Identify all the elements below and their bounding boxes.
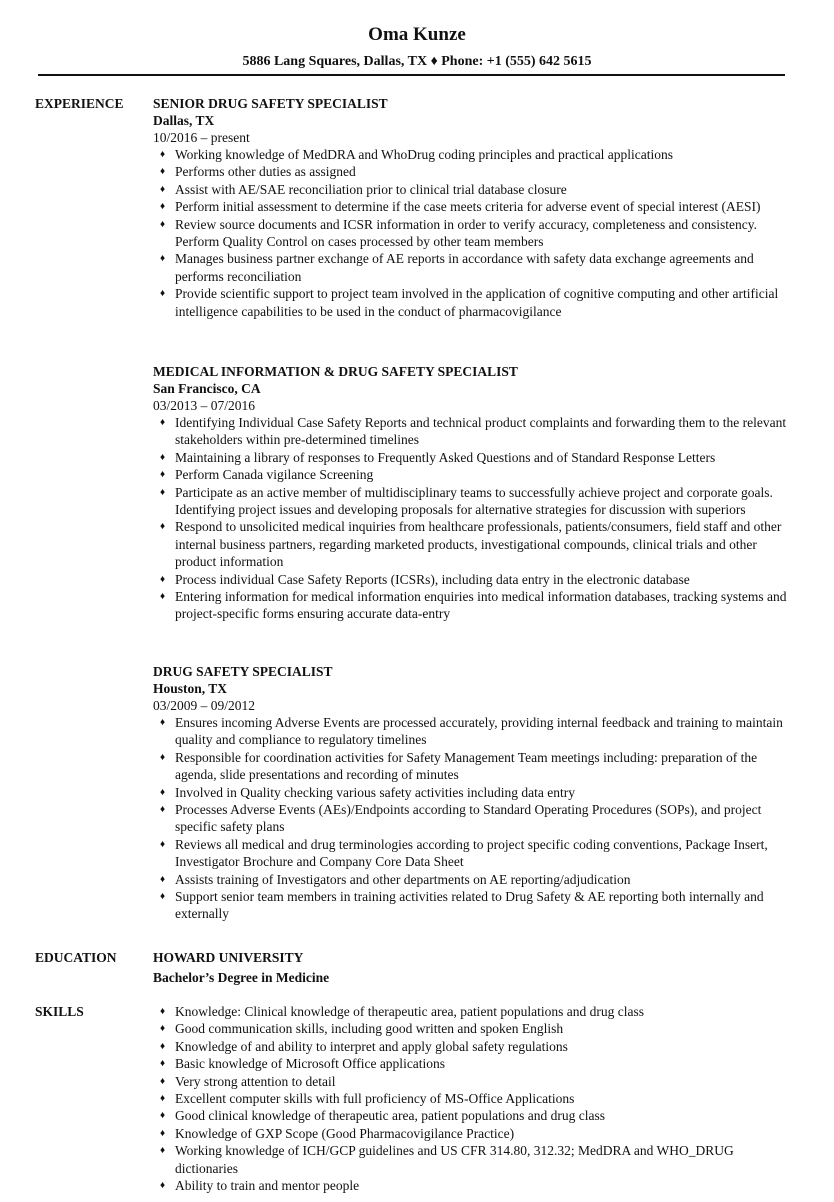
degree: Bachelor’s Degree in Medicine (153, 970, 330, 985)
job-dates: 03/2013 – 07/2016 (153, 398, 256, 413)
job-dates: 10/2016 – present (153, 130, 250, 145)
section-label-experience: EXPERIENCE (35, 96, 124, 111)
list-item: ♦ Ensures incoming Adverse Events are processed accurately, providing internal feedback and training to maintain quality and compliance to regulatory timelines (160, 715, 783, 748)
list-item: ♦ Perform initial assessment to determine if the case meets criteria for adverse event of special interest (AESI) (160, 199, 761, 215)
list-item: ♦ Excellent computer skills with full proficiency of MS-Office Applications (160, 1091, 575, 1107)
experience-body (153, 363, 793, 623)
list-item: ♦ Manages business partner exchange of AE reports in accordance with safety data exchange agreements and performs reconciliation (160, 251, 754, 284)
job-entry (153, 663, 793, 923)
job-location: Dallas, TX (153, 113, 215, 128)
list-item: ♦ Responsible for coordination activities for Safety Management Team meetings including: preparation of the agenda, slide presentations and recording of minutes (160, 749, 758, 783)
school-name: HOWARD UNIVERSITY (153, 950, 304, 965)
bullet-icon: ♦ (160, 786, 166, 798)
job-entry (153, 95, 793, 320)
list-item: ♦ Identifying Individual Case Safety Reports and technical product complaints and forwarding them to the relevant stakeholders within pre-determined timelines (160, 415, 787, 448)
job-title: MEDICAL INFORMATION & DRUG SAFETY SPECIALIST (153, 364, 518, 379)
bullet-icon: ♦ (160, 1093, 166, 1105)
list-item: ♦ Very strong attention to detail (160, 1073, 336, 1089)
bullet-icon: ♦ (160, 1075, 166, 1087)
bullet-icon: ♦ (160, 804, 166, 816)
list-item: ♦ Knowledge: Clinical knowledge of therapeutic area, patient populations and drug class (160, 1004, 644, 1019)
section-label-skills: SKILLS (35, 1004, 84, 1019)
list-item: ♦ Respond to unsolicited medical inquiries from healthcare professionals, patients/consumers, field staff and other internal business partners, regarding marketed products, investigational compounds, clinical trials and other product information (160, 519, 782, 570)
bullet-icon: ♦ (160, 751, 166, 763)
list-item: ♦ Good communication skills, including good written and spoken English (160, 1021, 564, 1037)
bullet-icon: ♦ (160, 201, 166, 213)
job-title: SENIOR DRUG SAFETY SPECIALIST (153, 96, 388, 111)
skills-body (153, 1003, 793, 1194)
bullet-icon: ♦ (160, 591, 166, 603)
bullet-icon: ♦ (160, 218, 166, 230)
bullet-icon: ♦ (160, 1023, 166, 1035)
list-item: ♦ Assists training of Investigators and other departments on AE reporting/adjudication (160, 871, 631, 887)
skills-list (153, 1003, 793, 1194)
candidate-name: Oma Kunze (368, 24, 466, 45)
list-item: ♦ Provide scientific support to project team involved in the application of cognitive computing and other artificial intelligence capabilities to be used in the conduct of pharmacovigilance (160, 286, 779, 319)
list-item: ♦ Knowledge of GXP Scope (Good Pharmacovigilance Practice) (160, 1125, 515, 1141)
list-item: ♦ Entering information for medical information enquiries into medical information databases, tracking systems and project-specific forms ensuring accurate data-entry (160, 589, 787, 622)
job-location: Houston, TX (153, 681, 228, 696)
list-item: ♦ Process individual Case Safety Reports (ICSRs), including data entry in the electronic database (160, 571, 690, 587)
bullet-icon: ♦ (160, 573, 166, 585)
job-entry (153, 363, 793, 623)
bullet-icon: ♦ (160, 717, 166, 728)
job-bullets (153, 714, 793, 923)
bullet-icon: ♦ (160, 183, 166, 195)
bullet-icon: ♦ (160, 873, 166, 885)
bullet-icon: ♦ (160, 469, 166, 481)
job-bullets (153, 414, 793, 623)
contact-line: 5886 Lang Squares, Dallas, TX ♦ Phone: +1 (555) 642 5615 (242, 54, 592, 69)
list-item: ♦ Review source documents and ICSR information in order to verify accuracy, completeness and consistency. Perform Quality Control on cases processed by other team members (160, 216, 757, 250)
list-item: ♦ Support senior team members in training activities related to Drug Safety & AE reporting both internally and externally (160, 889, 764, 922)
bullet-icon: ♦ (160, 1127, 166, 1139)
section-label-education: EDUCATION (35, 950, 117, 965)
list-item: ♦ Reviews all medical and drug terminologies according to project specific coding conventions, Package Insert, Investigator Brochure and Company Core Data Sheet (160, 836, 768, 870)
bullet-icon: ♦ (160, 1180, 166, 1192)
bullet-icon: ♦ (160, 1006, 166, 1017)
bullet-icon: ♦ (160, 451, 166, 463)
bullet-icon: ♦ (160, 1058, 166, 1070)
list-item: ♦ Assist with AE/SAE reconciliation prior to clinical trial database closure (160, 181, 567, 197)
job-title: DRUG SAFETY SPECIALIST (153, 664, 333, 679)
bullet-icon: ♦ (160, 288, 166, 300)
bullet-icon: ♦ (160, 149, 166, 160)
bullet-icon: ♦ (160, 1145, 166, 1157)
list-item: ♦ Working knowledge of MedDRA and WhoDrug coding principles and practical applications (160, 147, 674, 162)
bullet-icon: ♦ (160, 417, 166, 428)
list-item: ♦ Knowledge of and ability to interpret and apply global safety regulations (160, 1038, 568, 1054)
education-body (153, 949, 793, 986)
job-dates: 03/2009 – 09/2012 (153, 698, 256, 713)
bullet-icon: ♦ (160, 891, 166, 903)
list-item: ♦ Processes Adverse Events (AEs)/Endpoints according to Standard Operating Procedures (SOPs), and project specific safety plans (160, 802, 762, 835)
bullet-icon: ♦ (160, 838, 166, 850)
bullet-icon: ♦ (160, 486, 166, 498)
header-divider (38, 74, 785, 76)
list-item: ♦ Ability to train and mentor people (160, 1178, 360, 1194)
list-item: ♦ Perform Canada vigilance Screening (160, 467, 374, 483)
list-item: ♦ Involved in Quality checking various safety activities including data entry (160, 784, 576, 800)
bullet-icon: ♦ (160, 1110, 166, 1122)
list-item: ♦ Participate as an active member of multidisciplinary teams to successfully achieve project and corporate goals. Identifying project issues and developing proposals for alternative strategies for discussion with superiors (160, 484, 773, 518)
list-item: ♦ Working knowledge of ICH/GCP guidelines and US CFR 314.80, 312.32; MedDRA and WHO_DRUG dictionaries (160, 1143, 734, 1176)
bullet-icon: ♦ (160, 166, 166, 178)
experience-body (153, 95, 793, 320)
bullet-icon: ♦ (160, 253, 166, 265)
bullet-icon: ♦ (160, 521, 166, 533)
list-item: ♦ Good clinical knowledge of therapeutic area, patient populations and drug class (160, 1108, 605, 1124)
job-location: San Francisco, CA (153, 381, 261, 396)
list-item: ♦ Performs other duties as assigned (160, 164, 356, 180)
list-item: ♦ Basic knowledge of Microsoft Office applications (160, 1056, 446, 1072)
bullet-icon: ♦ (160, 1040, 166, 1052)
list-item: ♦ Maintaining a library of responses to Frequently Asked Questions and of Standard Response Letters (160, 449, 716, 465)
job-bullets (153, 146, 793, 320)
experience-body (153, 663, 793, 923)
